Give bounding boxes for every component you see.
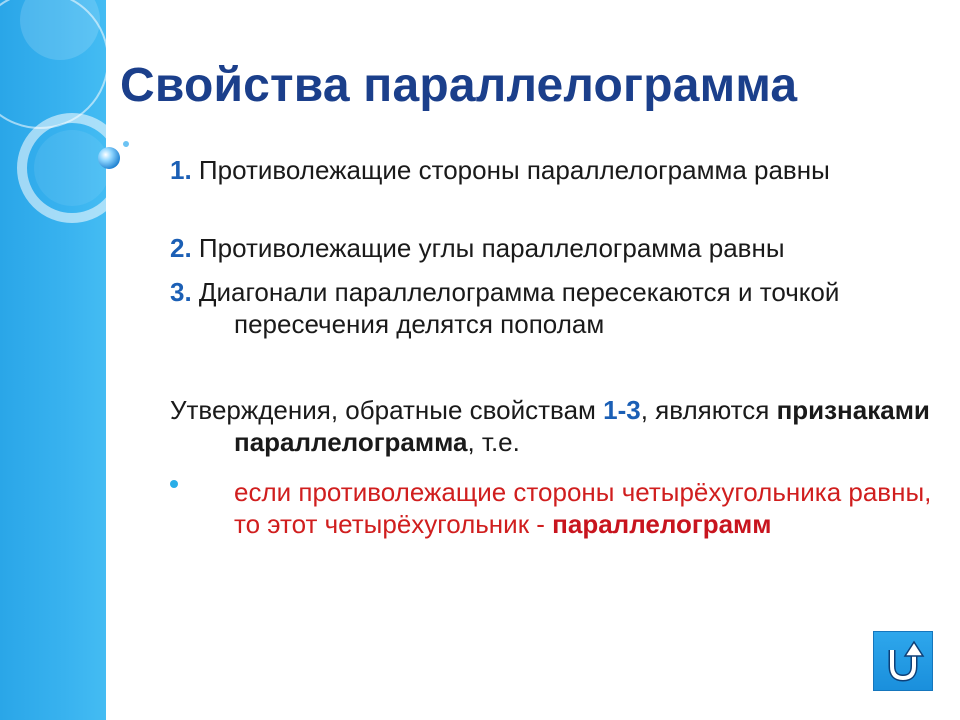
property-item-2 [170, 232, 940, 264]
bullet-text: если противолежащие стороны четырёхугольника равны, то этот четырёхугольник - [234, 477, 932, 539]
decorative-circles [0, 0, 140, 300]
slide-content [170, 154, 940, 540]
property-text: Противолежащие стороны параллелограмма равны [198, 155, 830, 185]
return-button[interactable] [873, 631, 933, 691]
bullet-emphasis: параллелограмм [552, 509, 772, 539]
property-item-3 [170, 276, 940, 340]
return-arrow-icon [874, 632, 932, 690]
bullet-icon [170, 480, 178, 488]
property-text: Диагонали параллелограмма пересекаются и точкой пересечения делятся пополам [198, 277, 840, 339]
property-item-1 [170, 154, 940, 220]
claim-middle: , являются [640, 395, 777, 425]
claim-suffix: , т.е. [467, 427, 520, 457]
claim-emphasis: признаками параллелограмма [234, 395, 930, 457]
slide-title: Свойства параллелограмма [120, 59, 798, 112]
property-text: Противолежащие углы параллелограмма равны [198, 233, 785, 263]
property-number: 2. [170, 233, 199, 263]
converse-statement [170, 394, 940, 458]
criterion-bullet [170, 476, 940, 540]
property-number: 3. [170, 277, 199, 307]
claim-prefix: Утверждения, обратные свойствам [170, 395, 604, 425]
claim-range: 1-3 [603, 395, 641, 425]
property-number: 1. [170, 155, 199, 185]
